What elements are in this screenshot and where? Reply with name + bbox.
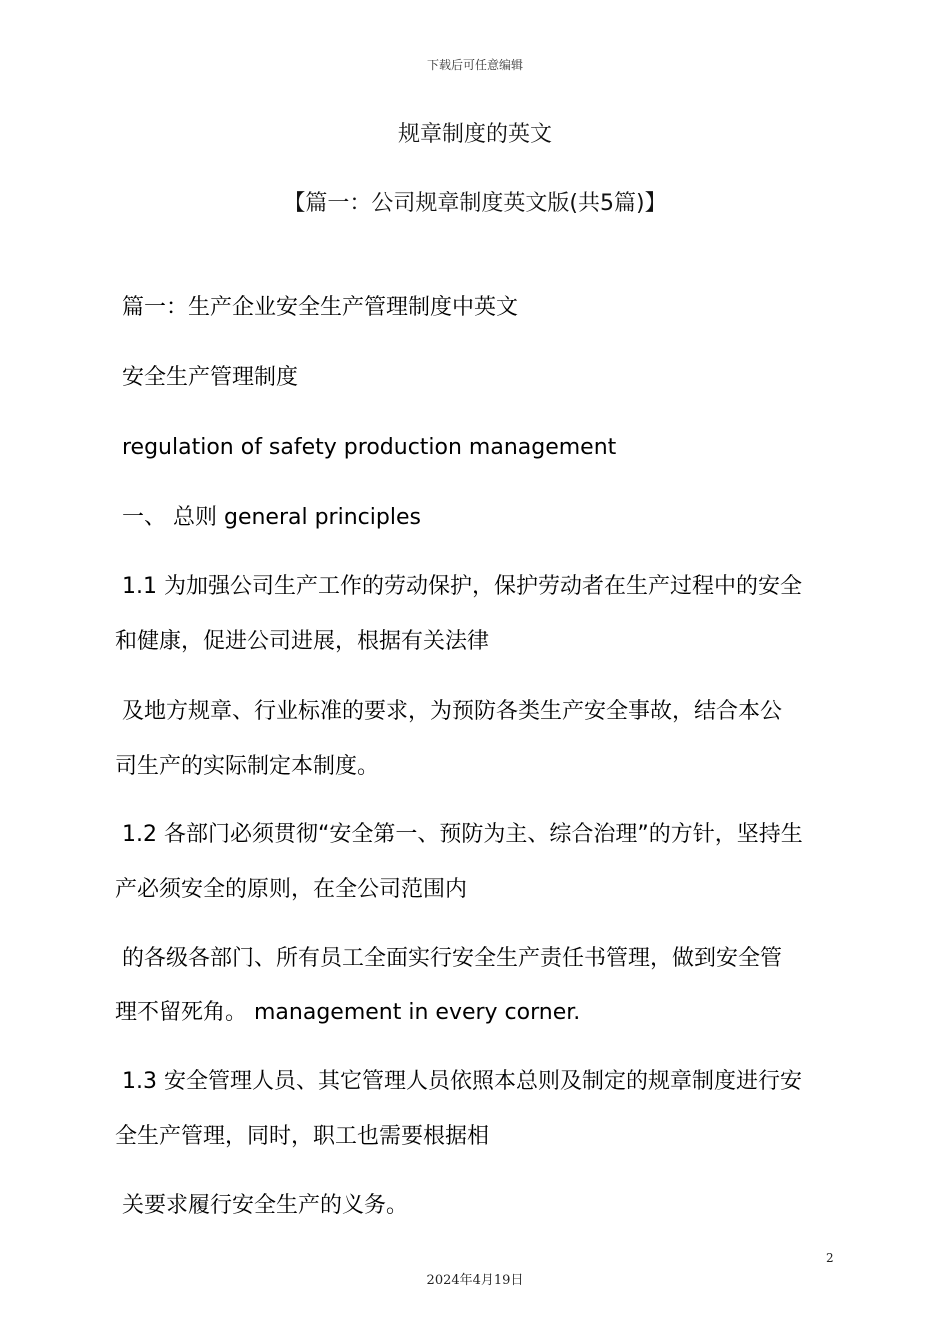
policy-title-en: regulation of safety production management	[122, 435, 617, 460]
policy-title-cn: 安全生产管理制度	[122, 365, 299, 390]
paragraph-line: 全生产管理，同时，职工也需要根据相	[115, 1124, 490, 1149]
paragraph-line: 理不留死角。 management in every corner.	[115, 1000, 581, 1025]
document-subtitle: 【篇一：公司规章制度英文版(共5篇)】	[283, 191, 667, 216]
paragraph-line: 1.2 各部门必须贯彻“安全第一、预防为主、综合治理”的方针，坚持生	[122, 822, 803, 847]
chapter-heading: 一、 总则 general principles	[122, 505, 421, 530]
section-heading: 篇一：生产企业安全生产管理制度中英文	[122, 295, 519, 320]
header-note: 下载后可任意编辑	[426, 58, 523, 72]
paragraph-line: 1.3 安全管理人员、其它管理人员依照本总则及制定的规章制度进行安	[122, 1069, 802, 1094]
page-number: 2	[826, 1251, 834, 1265]
paragraph-line: 产必须安全的原则，在全公司范围内	[115, 877, 468, 902]
document-title: 规章制度的英文	[397, 122, 552, 147]
paragraph-line: 和健康，促进公司进展，根据有关法律	[115, 629, 490, 654]
paragraph-line: 1.1 为加强公司生产工作的劳动保护，保护劳动者在生产过程中的安全	[122, 574, 802, 599]
paragraph-line: 司生产的实际制定本制度。	[115, 754, 380, 779]
paragraph-line: 的各级各部门、所有员工全面实行安全生产责任书管理，做到安全管	[122, 946, 783, 971]
paragraph-line: 及地方规章、行业标准的要求，为预防各类生产安全事故，结合本公	[122, 699, 783, 724]
footer-date: 2024年4月19日	[426, 1273, 524, 1288]
paragraph-line: 关要求履行安全生产的义务。	[122, 1193, 409, 1218]
